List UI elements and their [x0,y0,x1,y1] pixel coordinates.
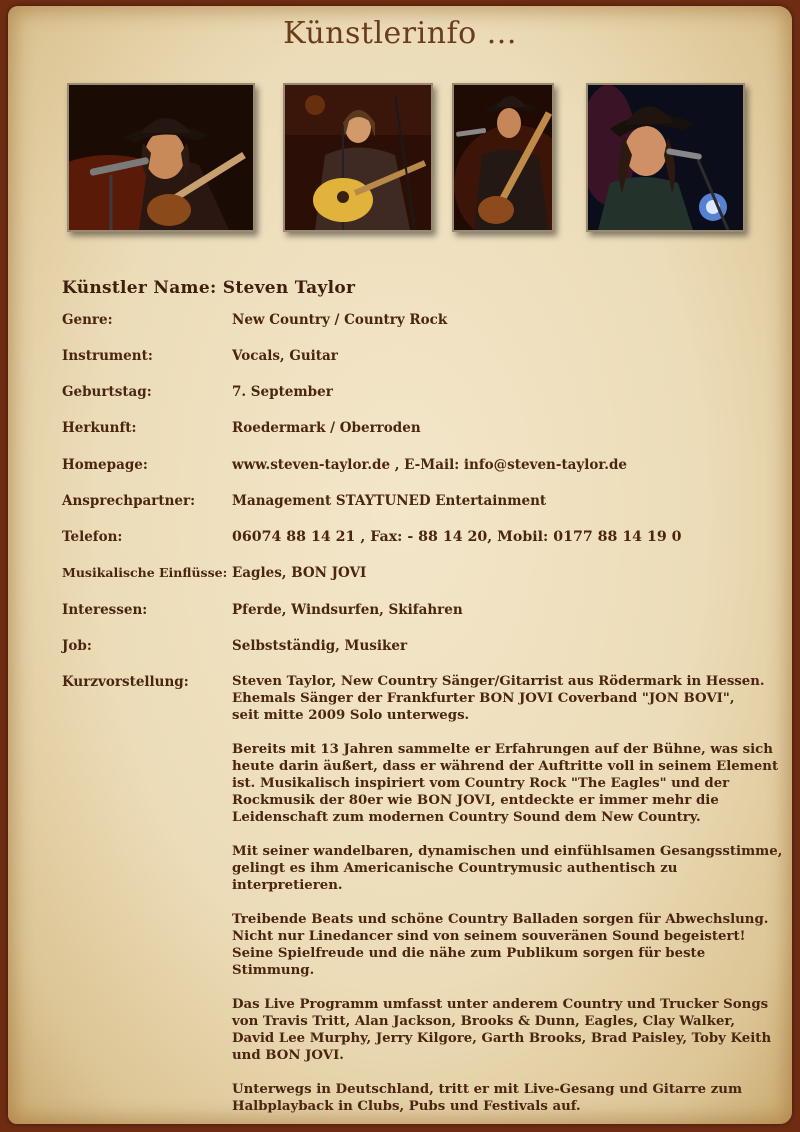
instrument-label: Instrument: [62,348,153,364]
origin-value: Roedermark / Oberroden [232,420,421,436]
artist-photo-2[interactable] [283,83,433,232]
bio-text [232,673,787,1132]
job-label: Job: [62,638,92,654]
page-title: Künstlerinfo ... [283,16,517,51]
origin-label: Herkunft: [62,420,137,436]
bio-line: heute darin äußert, dass er während der Auftritte voll in seinem Element [232,759,779,774]
contact-value: Management STAYTUNED Entertainment [232,493,547,509]
bio-line: ist. Musikalisch inspiriert vom Country Rock "The Eagles" und der [232,776,730,791]
artist-photo-3[interactable] [452,83,554,232]
bio-line: Nicht nur Linedancer sind von seinem souveränen Sound begeistert! [232,929,746,944]
bio-line: Leidenschaft zum modernen Country Sound dem New Country. [232,810,701,825]
interests-value: Pferde, Windsurfen, Skifahren [232,602,463,618]
genre-value: New Country / Country Rock [232,312,448,328]
influences-label: Musikalische Einflüsse: [62,565,228,580]
bio-paragraph [232,741,787,826]
bio-line: Rockmusik der 80er wie BON JOVI, entdeckte er immer mehr die [232,793,719,808]
artist-photo-4[interactable] [586,83,745,232]
bio-line: Halbplayback in Clubs, Pubs und Festivals auf. [232,1099,581,1114]
job-value: Selbstständig, Musiker [232,638,408,654]
bio-line: Seine Spielfreude und die nähe zum Publikum sorgen für beste Stimmung. [232,946,706,978]
birthday-label: Geburtstag: [62,384,152,400]
artist-photo-1[interactable] [67,83,255,232]
bio-line: David Lee Murphy, Jerry Kilgore, Garth Brooks, Brad Paisley, Toby Keith [232,1031,772,1046]
influences-value: Eagles, BON JOVI [232,565,367,581]
bio-line: und BON JOVI. [232,1048,344,1063]
bio-line: gelingt es ihm Americanische Countrymusic authentisch zu interpretieren. [232,861,678,893]
bio-paragraph [232,843,787,894]
genre-label: Genre: [62,312,113,328]
bio-line: Unterwegs in Deutschland, tritt er mit Live-Gesang und Gitarre zum [232,1082,743,1097]
intro-label: Kurzvorstellung: [62,674,189,690]
bio-line: Steven Taylor, New Country Sänger/Gitarrist aus Rödermark in Hessen. [232,674,765,689]
bio-paragraph [232,1081,787,1115]
bio-line: von Travis Tritt, Alan Jackson, Brooks & Dunn, Eagles, Clay Walker, [232,1014,736,1029]
phone-value: 06074 88 14 21 , Fax: - 88 14 20, Mobil: 0177 88 14 19 0 [232,529,682,545]
bio-line: Treibende Beats und schöne Country Balladen sorgen für Abwechslung. [232,912,769,927]
homepage-label: Homepage: [62,457,148,473]
interests-label: Interessen: [62,602,148,618]
bio-line: Das Live Programm umfasst unter anderem Country und Trucker Songs [232,997,769,1012]
bio-line: seit mitte 2009 Solo unterwegs. [232,708,470,723]
phone-label: Telefon: [62,529,123,545]
bio-line: Ehemals Sänger der Frankfurter BON JOVI Coverband "JON BOVI", [232,691,735,706]
instrument-value: Vocals, Guitar [232,348,338,364]
homepage-link[interactable]: www.steven-taylor.de , E-Mail: info@steven-taylor.de [232,457,628,473]
bio-paragraph [232,673,787,724]
birthday-value: 7. September [232,384,333,400]
bio-line: Bereits mit 13 Jahren sammelte er Erfahrungen auf der Bühne, was sich [232,742,773,757]
bio-paragraph [232,996,787,1064]
contact-label: Ansprechpartner: [62,493,196,509]
bio-paragraph [232,911,787,979]
artist-name-heading: Künstler Name: Steven Taylor [62,278,356,298]
bio-line: Mit seiner wandelbaren, dynamischen und einfühlsamen Gesangsstimme, [232,844,783,859]
